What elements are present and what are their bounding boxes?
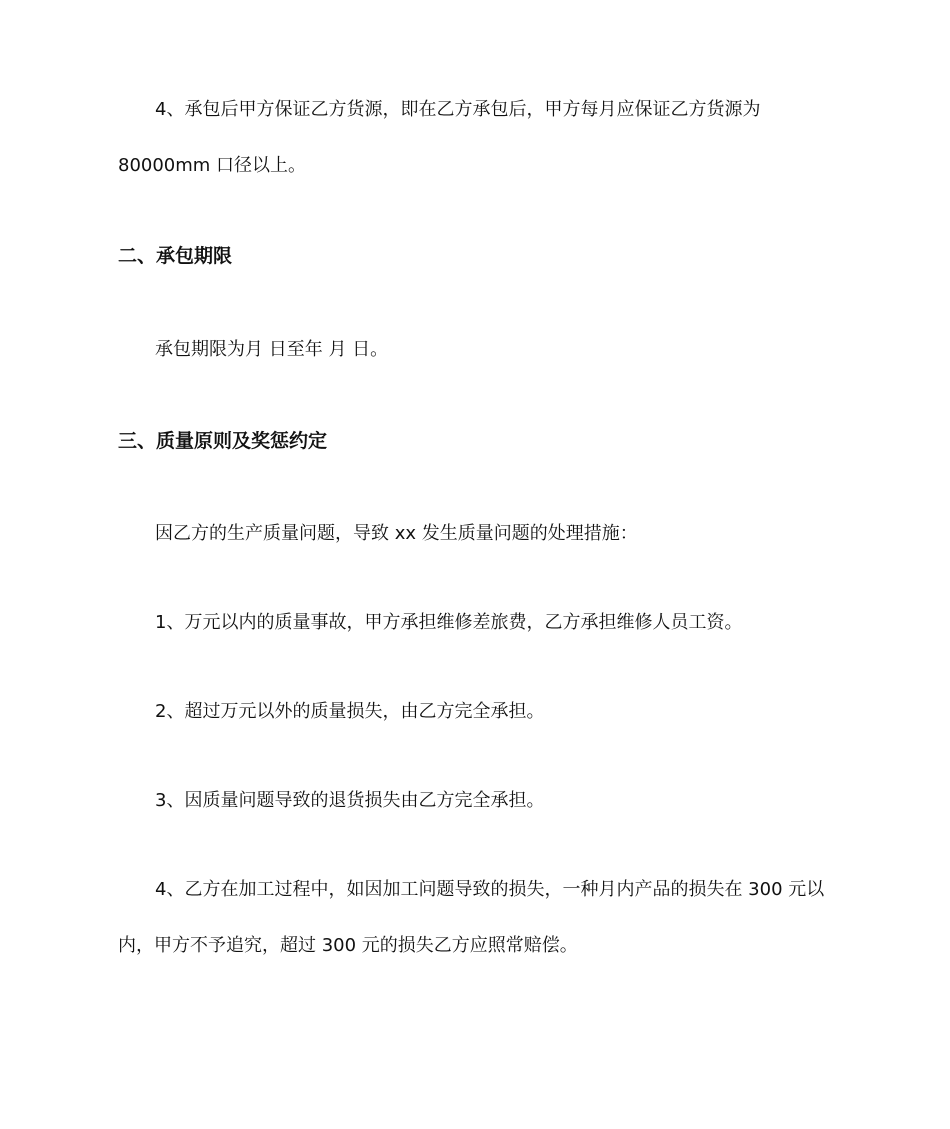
quality-item-3: 3、因质量问题导致的退货损失由乙方完全承担。 xyxy=(155,790,545,811)
section-heading-quality: 三、质量原则及奖惩约定 xyxy=(118,430,328,452)
quality-item-1: 1、万元以内的质量事故，甲方承担维修差旅费，乙方承担维修人员工资。 xyxy=(155,612,743,633)
quality-item-4-line-2: 内，甲方不予追究，超过 300 元的损失乙方应照常赔偿。 xyxy=(118,935,578,956)
paragraph-4-line-1: 4、承包后甲方保证乙方货源，即在乙方承包后，甲方每月应保证乙方货源为 xyxy=(155,99,761,120)
quality-item-2: 2、超过万元以外的质量损失，由乙方完全承担。 xyxy=(155,701,545,722)
term-paragraph: 承包期限为月 日至年 月 日。 xyxy=(155,339,389,360)
quality-item-4-line-1: 4、乙方在加工过程中，如因加工问题导致的损失，一种月内产品的损失在 300 元以 xyxy=(155,879,825,900)
paragraph-4-line-2: 80000mm 口径以上。 xyxy=(118,155,307,176)
quality-intro-paragraph: 因乙方的生产质量问题，导致 xx 发生质量问题的处理措施： xyxy=(155,523,638,544)
section-heading-term: 二、承包期限 xyxy=(118,245,233,267)
